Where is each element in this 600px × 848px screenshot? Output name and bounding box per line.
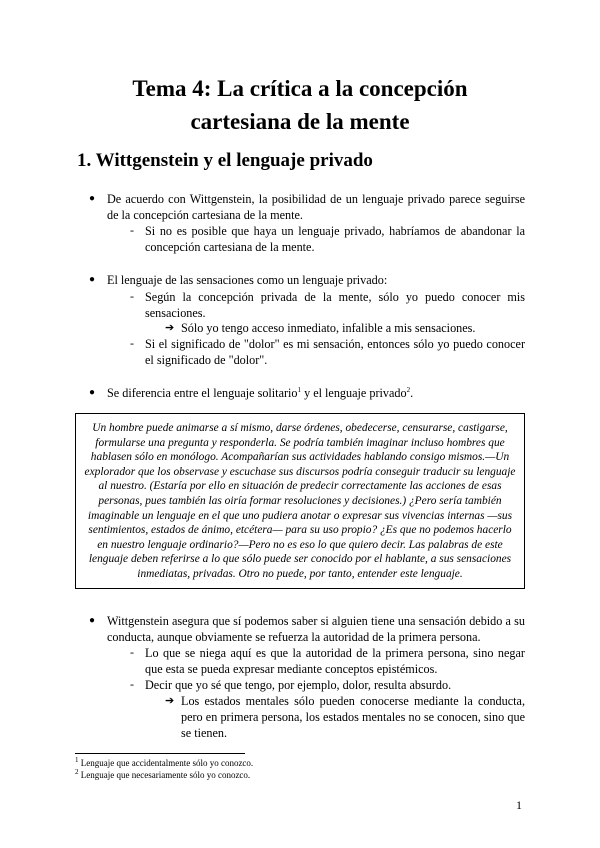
bullet-icon: ● bbox=[89, 193, 96, 204]
dash-icon: - bbox=[130, 223, 134, 237]
bullet-icon: ● bbox=[89, 387, 96, 398]
arrow-right-icon: ➔ bbox=[165, 695, 175, 707]
bullet-2-sub-2: Si el significado de "dolor" es mi sensación, entonces sólo yo puedo conocer el significado de "dolor". bbox=[145, 337, 525, 367]
quote-text: Un hombre puede animarse a sí mismo, darse órdenes, obedecerse, censurarse, castigarse, formularse una pregunta y responderla. Se podría también imaginar incluso hombres que hablasen sólo en monólogo. Acompañarían sus actividades hablando consigo mismos.—Un explorador que los observase y escuchase sus discursos podría conseguir traducir su lenguaje al nuestro. (Estaría por ello en situación de predecir correctamente las acciones de esas personas, pues también las oiría formar resoluciones y decisiones.) ¿Pero sería también imaginable un lenguaje en el que uno pudiera anotar o expresar sus vivencias internas —sus sentimientos, estados de ánimo, etcétera— para su uso propio? ¿Es que no podemos hacerlo en nuestro lenguaje ordinario?—Pero no es eso lo que quiero decir. Las palabras de este lenguaje deben referirse a lo que sólo puede ser conocido por el hablante, a sus sensaciones inmediatas, privadas. Otro no puede, por tanto, entender este lenguaje. bbox=[84, 422, 516, 580]
footnote-2-text: Lenguaje que necesariamente sólo yo conozco. bbox=[78, 770, 251, 780]
bullet-3-part-a: Se diferencia entre el lenguaje solitario bbox=[107, 386, 298, 400]
dash-icon: - bbox=[130, 336, 134, 350]
bullet-2-text: El lenguaje de las sensaciones como un lenguaje privado: bbox=[107, 273, 388, 287]
bullet-3-text bbox=[107, 385, 525, 401]
page-number: 1 bbox=[516, 798, 522, 812]
bullet-2-sub-1: Según la concepción privada de la mente, sólo yo puedo conocer mis sensaciones. bbox=[145, 290, 525, 320]
footnote-1 bbox=[75, 757, 253, 769]
footnote-separator bbox=[75, 753, 245, 754]
bullet-1-text: De acuerdo con Wittgenstein, la posibilidad de un lenguaje privado parece seguirse de la concepción cartesiana de la mente. bbox=[107, 192, 525, 222]
section-heading: 1. Wittgenstein y el lenguaje privado bbox=[77, 150, 373, 171]
footnote-2 bbox=[75, 769, 250, 781]
bullet-4-text: Wittgenstein asegura que sí podemos saber si alguien tiene una sensación debido a su conducta, aunque obviamente se refuerza la autoridad de la primera persona. bbox=[107, 614, 525, 644]
bullet-4-arrow-1: Los estados mentales sólo pueden conocerse mediante la conducta, pero en primera persona, los estados mentales no se conocen, sino que se tienen. bbox=[181, 694, 525, 740]
bullet-1-sub-1: Si no es posible que haya un lenguaje privado, habríamos de abandonar la concepción cartesiana de la mente. bbox=[145, 224, 525, 254]
bullet-icon: ● bbox=[89, 274, 96, 285]
bullet-3-part-c: . bbox=[410, 386, 414, 400]
bullet-icon: ● bbox=[89, 615, 96, 626]
dash-icon: - bbox=[130, 645, 134, 659]
footnote-ref-1[interactable]: 1 bbox=[297, 385, 302, 394]
document-title bbox=[0, 72, 600, 138]
footnote-2-mark: 2 bbox=[75, 768, 79, 776]
bullet-4-sub-1: Lo que se niega aquí es que la autoridad de la primera persona, sino negar que esta se pueda expresar mediante conceptos epistémicos. bbox=[145, 646, 525, 676]
title-line-1: Tema 4: La crítica a la concepción bbox=[132, 76, 468, 101]
arrow-right-icon: ➔ bbox=[165, 322, 175, 334]
footnote-1-text: Lenguaje que accidentalmente sólo yo conozco. bbox=[78, 758, 254, 768]
bullet-2-arrow-1: Sólo yo tengo acceso inmediato, infalible a mis sensaciones. bbox=[181, 321, 476, 335]
title-line-2: cartesiana de la mente bbox=[190, 109, 410, 134]
footnote-ref-2[interactable]: 2 bbox=[406, 385, 411, 394]
footnote-1-mark: 1 bbox=[75, 756, 79, 764]
bullet-3-part-b: y el lenguaje privado bbox=[301, 386, 407, 400]
dash-icon: - bbox=[130, 289, 134, 303]
bullet-4-sub-2: Decir que yo sé que tengo, por ejemplo, dolor, resulta absurdo. bbox=[145, 678, 452, 692]
dash-icon: - bbox=[130, 677, 134, 691]
